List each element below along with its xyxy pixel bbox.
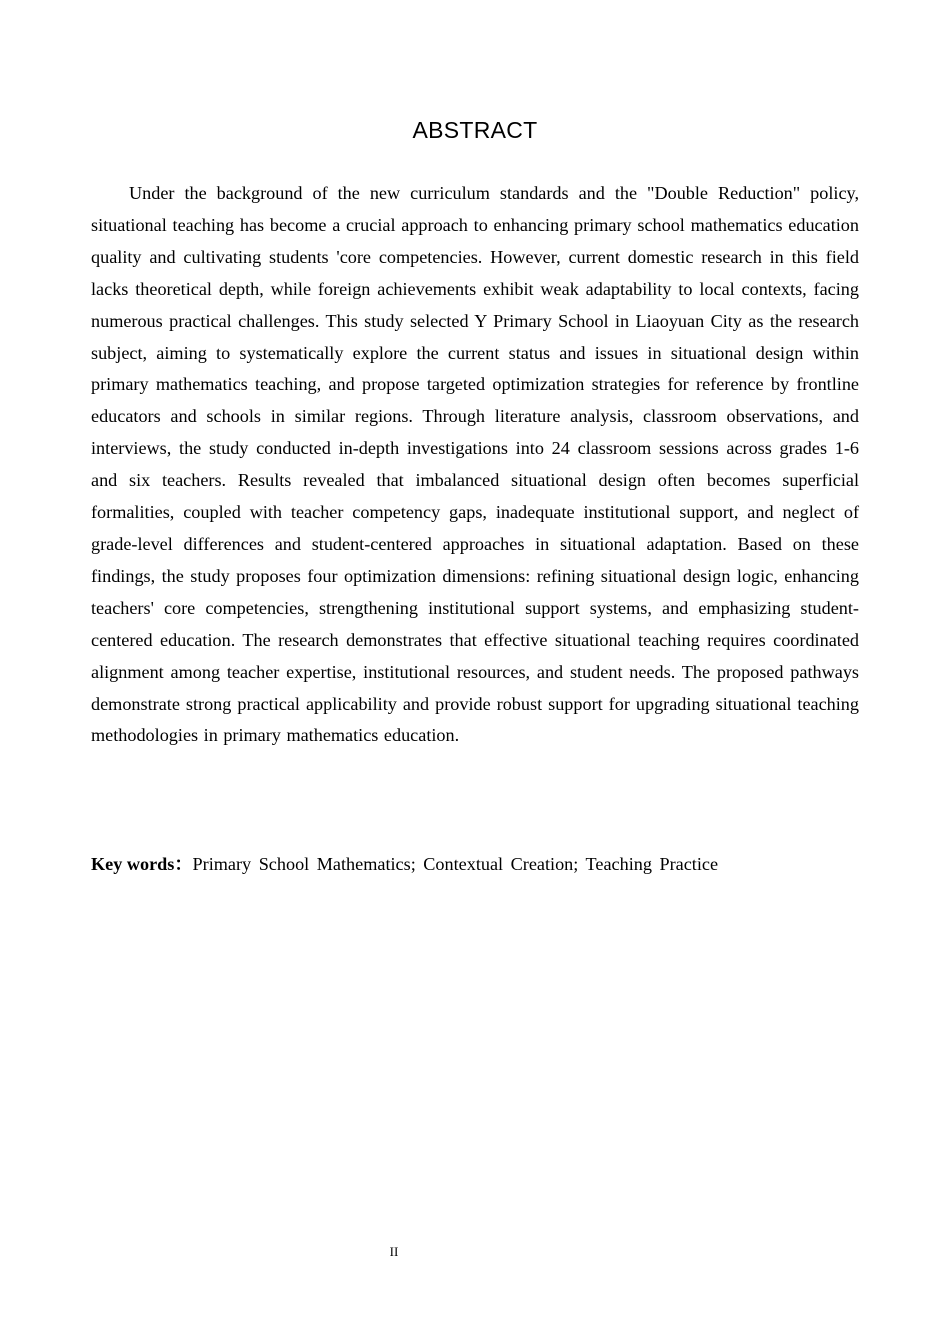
keywords-list: Primary School Mathematics; Contextual Creation; Teaching Practice [192,854,719,874]
keywords-label: Key words： [91,854,193,874]
abstract-title: ABSTRACT [412,117,538,143]
keywords-line [91,849,891,880]
abstract-body: Under the background of the new curriculum standards and the "Double Reduction" policy, situational teaching has become a crucial approach to enhancing primary school mathematics education quality and cultivating students 'core competencies. However, current domestic research in this field lacks theoretical depth, while foreign achievements exhibit weak adaptability to local contexts, facing numerous practical challenges. This study selected Y Primary School in Liaoyuan City as the research subject, aiming to systematically explore the current status and issues in situational design within primary mathematics teaching, and propose targeted optimization strategies for reference by frontline educators and schools in similar regions. Through literature analysis, classroom observations, and interviews, the study conducted in-depth investigations into 24 classroom sessions across grades 1-6 and six teachers. Results revealed that imbalanced situational design often becomes superficial formalities, coupled with teacher competency gaps, inadequate institutional support, and neglect of grade-level differences and student-centered approaches in situational adaptation. Based on these findings, the study proposes four optimization dimensions: refining situational design logic, enhancing teachers' core competencies, strengthening institutional support systems, and emphasizing student-centered education. The research demonstrates that effective situational teaching requires coordinated alignment among teacher expertise, institutional resources, and student needs. The proposed pathways demonstrate strong practical applicability and provide robust support for upgrading situational teaching methodologies in primary mathematics education. [91,183,859,746]
page-number: II [389,1244,399,1259]
